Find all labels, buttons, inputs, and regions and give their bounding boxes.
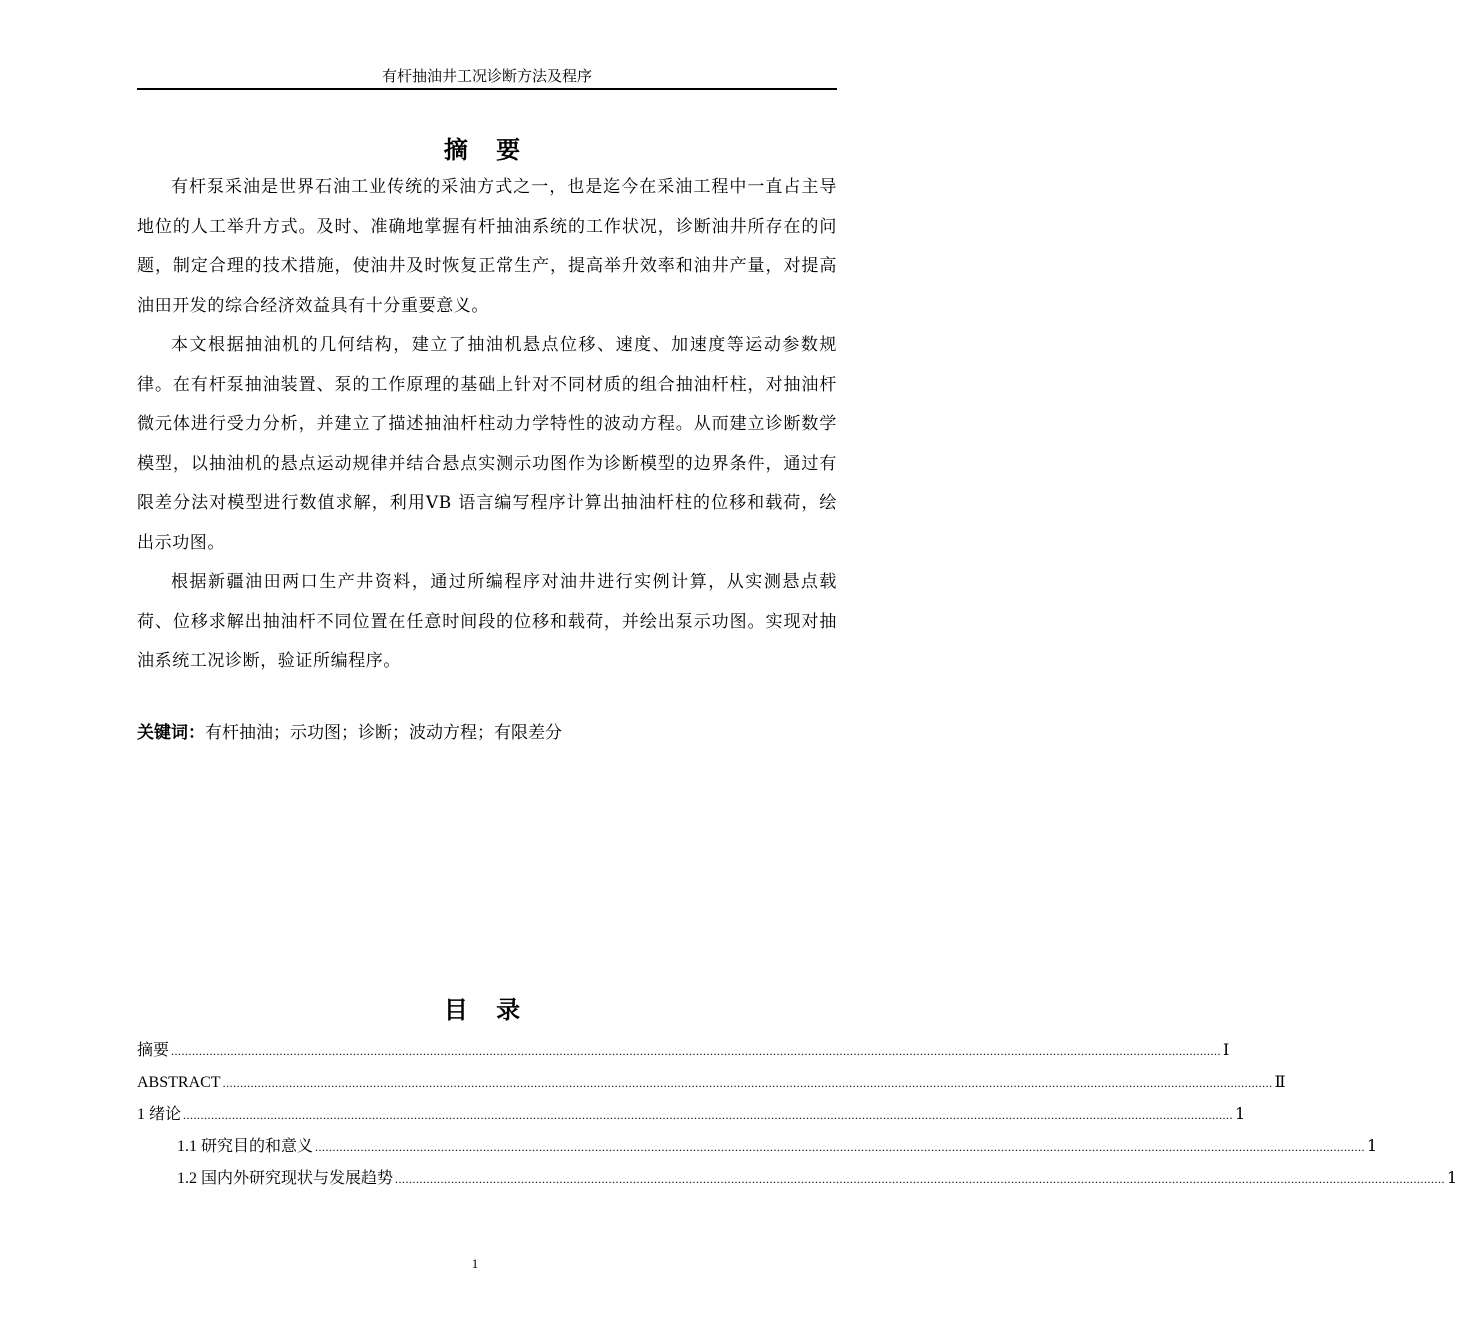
- toc-entry-label: ABSTRACT: [137, 1074, 221, 1091]
- abstract-title: 摘 要: [443, 135, 531, 164]
- toc-entry[interactable]: [137, 1098, 1246, 1130]
- keywords-value: 有杆抽油；示功图；诊断；波动方程；有限差分: [205, 723, 562, 743]
- toc-title: 目 录: [443, 995, 531, 1024]
- toc-entry-page: Ⅱ: [1274, 1072, 1286, 1091]
- running-header: 有杆抽油井工况诊断方法及程序: [381, 67, 592, 85]
- toc-entry-label: 1.1 研究目的和意义: [177, 1138, 314, 1155]
- abstract-paragraph-1: 有杆泵采油是世界石油工业传统的采油方式之一，也是迄今在采油工程中一直占主导地位的人工举升方式。及时、准确地掌握有杆抽油系统的工作状况，诊断油井所存在的问题，制定合理的技术措施，使油井及时恢复正常生产，提高举升效率和油井产量，对提高油田开发的综合经济效益具有十分重要意义。: [137, 177, 837, 316]
- toc-entry[interactable]: [137, 1066, 1286, 1098]
- toc-leader-dots: ............................................................................................................................................................................................................................................................................................................: [222, 1076, 1273, 1090]
- toc-leader-dots: ............................................................................................................................................................................................................................................................................................................: [395, 1172, 1446, 1186]
- toc-entry-label: 1 绪论: [137, 1106, 182, 1123]
- toc-entry-page: 1: [1235, 1104, 1246, 1123]
- toc-leader-dots: ............................................................................................................................................................................................................................................................................................................: [171, 1044, 1222, 1058]
- toc-entry-label: 1.2 国内外研究现状与发展趋势: [177, 1170, 394, 1187]
- abstract-body: [137, 168, 837, 682]
- toc-entry[interactable]: [137, 1130, 1378, 1162]
- toc-entry-label: 摘要: [137, 1042, 170, 1059]
- header-rule: [137, 88, 837, 90]
- toc-entry[interactable]: [137, 1162, 1457, 1194]
- table-of-contents: [137, 1034, 1457, 1194]
- toc-entry-page: 1: [1447, 1168, 1457, 1187]
- toc-leader-dots: ............................................................................................................................................................................................................................................................................................................: [183, 1108, 1234, 1122]
- toc-entry-page: Ⅰ: [1223, 1040, 1230, 1059]
- toc-entry[interactable]: [137, 1034, 1230, 1066]
- keywords-line: [137, 718, 837, 748]
- toc-leader-dots: ............................................................................................................................................................................................................................................................................................................: [315, 1140, 1366, 1154]
- abstract-paragraph-3: 根据新疆油田两口生产井资料，通过所编程序对油井进行实例计算，从实测悬点载荷、位移求解出抽油杆不同位置在任意时间段的位移和载荷，并绘出泵示功图。实现对抽油系统工况诊断，验证所编程序。: [137, 572, 837, 671]
- page-number: 1: [471, 1256, 479, 1271]
- abstract-paragraph-2: 本文根据抽油机的几何结构，建立了抽油机悬点位移、速度、加速度等运动参数规律。在有杆泵抽油装置、泵的工作原理的基础上针对不同材质的组合抽油杆柱，对抽油杆微元体进行受力分析，并建立了描述抽油杆柱动力学特性的波动方程。从而建立诊断数学模型，以抽油机的悬点运动规律并结合悬点实测示功图作为诊断模型的边界条件，通过有限差分法对模型进行数值求解，利用VB 语言编写程序计算出抽油杆柱的位移和载荷，绘出示功图。: [137, 335, 837, 553]
- keywords-label: 关键词：: [137, 723, 205, 743]
- toc-entry-page: 1: [1367, 1136, 1378, 1155]
